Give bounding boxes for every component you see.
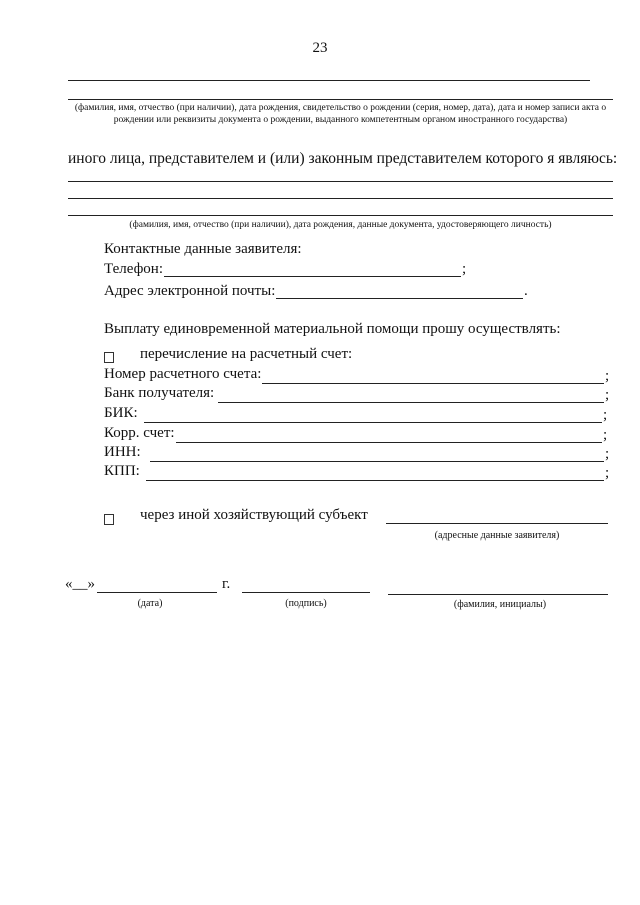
account-number-line[interactable] <box>262 383 604 384</box>
kpp-label: КПП: <box>104 463 140 479</box>
other-person-line-1[interactable] <box>68 181 613 182</box>
corr-account-label: Корр. счет: <box>104 425 175 441</box>
bank-line[interactable] <box>218 402 604 403</box>
page-number: 23 <box>312 40 328 56</box>
bik-label: БИК: <box>104 405 138 421</box>
name-caption: (фамилия, инициалы) <box>453 599 547 610</box>
corr-account-line[interactable] <box>176 442 602 443</box>
signature-caption: (подпись) <box>285 598 327 609</box>
kpp-line[interactable] <box>146 480 604 481</box>
other-entity-caption: (адресные данные заявителя) <box>434 530 560 541</box>
contacts-heading: Контактные данные заявителя: <box>104 241 302 257</box>
year-suffix: г. <box>222 576 231 592</box>
other-entity-label: через иной хозяйствующий субъект <box>140 507 368 523</box>
inn-semicolon: ; <box>605 446 610 462</box>
other-person-line-2[interactable] <box>68 198 613 199</box>
applicant-name-line[interactable] <box>68 80 590 81</box>
kpp-semicolon: ; <box>605 465 610 481</box>
phone-semicolon: ; <box>462 261 467 277</box>
applicant-name-line-2[interactable] <box>68 99 613 100</box>
other-person-text: иного лица, представителем и (или) законным представителем которого я являюсь: <box>68 150 618 167</box>
transfer-option-label: перечисление на расчетный счет: <box>140 346 353 362</box>
applicant-caption: (фамилия, имя, отчество (при наличии), дата рождения, свидетельство о рождении (серия, номер, дата), дата и номер записи акта о рождении или реквизиты документа о рождении, выданного компетентным органом иностранного государства) <box>74 103 607 125</box>
account-number-semicolon: ; <box>605 368 610 384</box>
corr-account-semicolon: ; <box>603 427 608 443</box>
inn-line[interactable] <box>150 461 604 462</box>
payment-heading: Выплату единовременной материальной помощи прошу осуществлять: <box>104 321 561 337</box>
bik-line[interactable] <box>144 422 602 423</box>
date-day[interactable]: «__» <box>65 576 95 592</box>
other-person-line-3[interactable] <box>68 215 613 216</box>
bik-semicolon: ; <box>603 407 608 423</box>
other-entity-line[interactable] <box>386 523 608 524</box>
email-line[interactable] <box>276 298 523 299</box>
other-entity-checkbox[interactable] <box>104 514 114 525</box>
transfer-checkbox[interactable] <box>104 352 114 363</box>
date-caption: (дата) <box>137 598 163 609</box>
signature-line[interactable] <box>242 592 370 593</box>
phone-line[interactable] <box>164 276 461 277</box>
account-number-label: Номер расчетного счета: <box>104 366 262 382</box>
bank-semicolon: ; <box>605 387 610 403</box>
bank-label: Банк получателя: <box>104 385 215 401</box>
name-initials-line[interactable] <box>388 594 608 595</box>
date-month-line[interactable] <box>97 592 217 593</box>
email-label: Адрес электронной почты: <box>104 283 276 299</box>
other-person-caption: (фамилия, имя, отчество (при наличии), дата рождения, данные документа, удостоверяющего личность) <box>129 220 552 230</box>
email-period: . <box>524 283 528 299</box>
phone-label: Телефон: <box>104 261 163 277</box>
inn-label: ИНН: <box>104 444 141 460</box>
